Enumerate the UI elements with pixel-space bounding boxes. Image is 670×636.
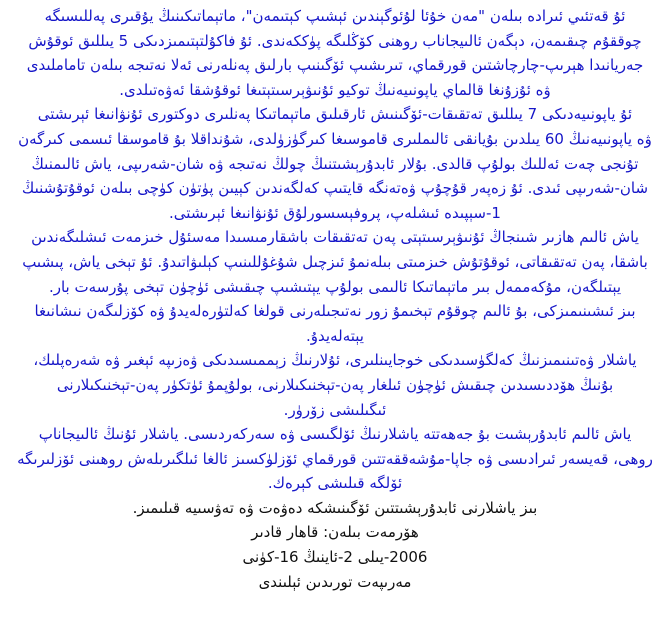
text-line: ياشلار ۋەتىنىمىزنىڭ كەلگۈسىدىكى خوجايىنلىرى، ئۇلارنىڭ زېممىسىدىكى ۋەزىپە ئېغىر ۋە شەرەپلىك، xyxy=(33,351,637,370)
text-line: ۋە ئۇزۇنغا قالماي ياپونىيەنىڭ توكيو ئۇنىۋېرسىتېتىغا ئوقۇشقا ئەۋەتىلدى. xyxy=(119,80,551,99)
text-line: تۇنجى چەت ئەللىك بولۇپ قالدى. بۇلار ئابدۇرېشىتنىڭ چولڭ نەتىجە ۋە شان-شەرىپى، ياش ئالىمنىڭ xyxy=(31,154,639,173)
text-line: ياش ئالىم ھازىر شىنجاڭ ئۇنىۋېرسىتېتى پەن تەتقىقات باشقارمىسىدا مەسئۇل خىزمەت ئىشلىگەندىن xyxy=(31,228,639,247)
text-line: ئۆلگە قىلىشى كېرەك. xyxy=(267,474,403,493)
text-line: يېتەلەيدۇ. xyxy=(306,326,364,345)
text-line: بۇنىڭ ھۆددىسىدىن چىقىش ئۈچۈن ئىلغار پەن-تېخنىكىلارنى، بولۇپمۇ ئۈتكۈر پەن-تېخنىكىلارنى xyxy=(56,375,614,394)
text-line: چوققۇم چىقىمەن، دېگەن ئالىيجاناب روھنى كۆڭلىگە پۈككەندى. ئۇ فاكۇلتېتىمىزدىكى 5 يىللىق ئوقۇش xyxy=(28,31,642,50)
paragraph-1 xyxy=(6,4,664,102)
paragraph-5 xyxy=(6,348,664,422)
text-line: ۋە ياپونىيەنىڭ 60 يىلدىن بۇيانقى ئالىملىرى قاموسىغا كىرگۈزۈلدى، شۇنداقلا بۇ قاموسقا ئىسمى كىرگەن xyxy=(18,129,652,148)
paragraph-3 xyxy=(6,225,664,299)
text-line: 1-سېپىدە ئىشلەپ، پروفېسسورلۇق ئۇنۋانىغا ئېرىشتى. xyxy=(169,203,501,222)
text-line: ئۇ ياپونىيەدىكى 7 يىللىق تەتقىقات-ئۆگىنىش ئارقىلىق ماتېماتىكا پەنلىرى دوكتورى ئۇنۋانىغا ئېرىشتى xyxy=(37,105,633,124)
paragraph-6 xyxy=(6,422,664,496)
text-line: روھى، قەيسەر ئىرادىسى ۋە جاپا-مۇشەققەتتىن قورقماي ئۆزلۈكسىز ئالغا ئىلگىرىلەش روھىنى ئۆزلىرىگە xyxy=(17,449,653,468)
paragraph-2 xyxy=(6,102,664,225)
closing-and-signature xyxy=(6,496,664,594)
text-line: يېتىلگەن، مۇكەممەل بىر ماتېماتىكا ئالىمى بولۇپ يېتىشىپ چىقىشى ئۈچۈن تېخى پۇرسەت بار. xyxy=(48,277,622,296)
closing-line: بىز ياشلارنى ئابدۇرېشىتتىن ئۆگىنىشكە دەۋەت ۋە تەۋسىيە قىلىمىز. xyxy=(132,498,538,517)
paragraph-4 xyxy=(6,299,664,348)
text-line: جەريانىدا ھېرىپ-چارچاشتىن قورقماي، تىرىشىپ ئۆگىنىپ بارلىق پەنلەرنى ئەلا نەتىجە بىلەن تاماملىدى xyxy=(26,56,644,75)
article-body xyxy=(6,4,664,594)
text-line: باشقا، پەن تەتقىقاتى، ئوقۇتۇش خىزمىتى بىلەنمۇ ئىزچىل شۇغۇللىنىپ كېلىۋاتىدۇ. ئۇ تېخى ياش، پىشىپ xyxy=(22,252,648,271)
text-line: بىز ئىشىنىمىزكى، بۇ ئالىم چوقۇم تېخىمۇ زور نەتىجىلەرنى قولغا كەلتۈرەلەيدۇ ۋە كۆزلىگەن نىشانىغا xyxy=(34,302,636,321)
source-line: مەرىپەت تورىدىن ئېلىندى xyxy=(258,572,412,591)
text-line: ئۇ قەتئىي ئىرادە بىلەن "مەن خۇئا لۇئوگېندىن ئېشىپ كېتىمەن"، ماتېماتىكىنىڭ يۇقىرى پەللىسىگە xyxy=(44,7,626,25)
text-line: ياش ئالىم ئابدۇرېشىت بۇ جەھەتتە ياشلارنىڭ ئۆلگىسى ۋە سەركەردىسى. ياشلار ئۇنىڭ ئالىيجاناپ xyxy=(38,425,632,444)
text-line: ئىگىلىشى زۆرۈر. xyxy=(283,400,387,419)
text-line: شان-شەرىپى ئىدى. ئۇ زەپەر قۇچۇپ ۋەتەنگە قايتىپ كەلگەندىن كېيىن پۈتۈن كۈچى بىلەن ئوقۇتۇشنىڭ xyxy=(21,179,649,198)
date-line: 2006-يىلى 2-ئاينىڭ 16-كۈنى xyxy=(242,548,428,567)
author-line: ھۆرمەت بىلەن: قاھار قادىر xyxy=(251,523,419,542)
